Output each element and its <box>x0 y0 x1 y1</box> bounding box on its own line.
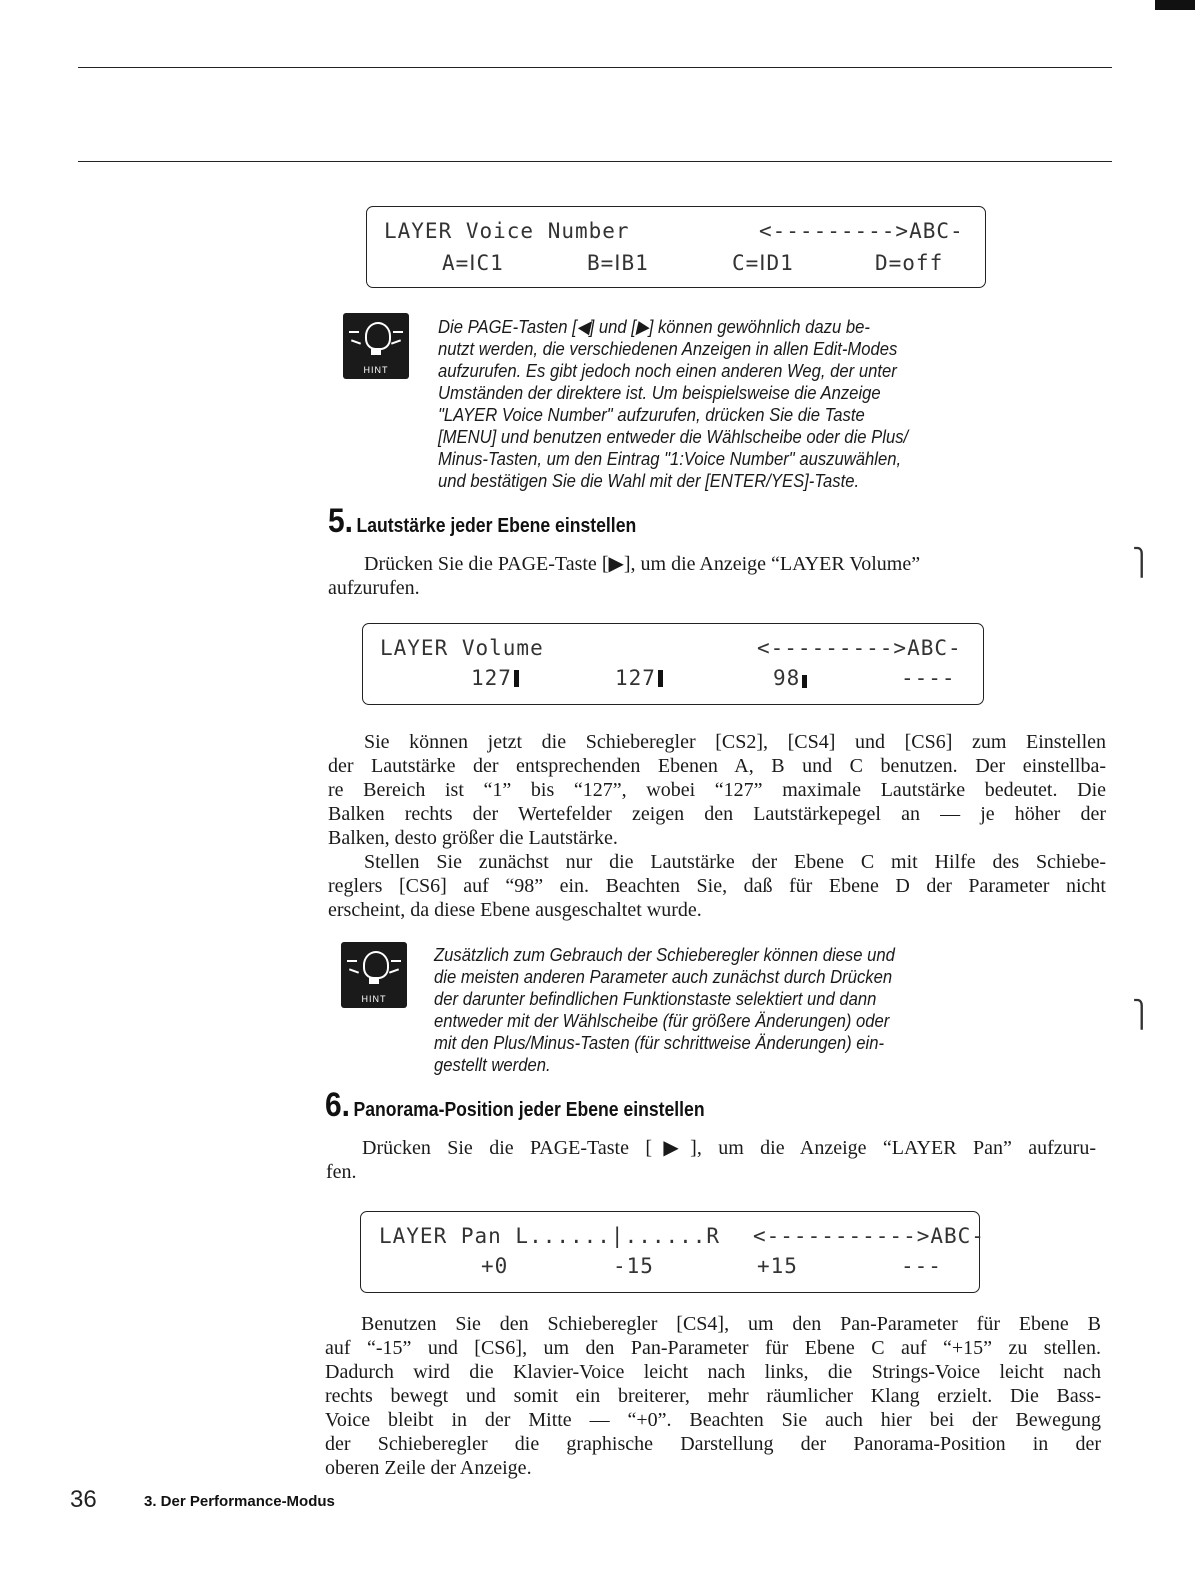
lcd-volume-c: 98 <box>773 666 807 690</box>
margin-mark: ⎫ <box>1132 1000 1152 1030</box>
page-number: 36 <box>70 1486 97 1513</box>
lcd-layer-volume <box>362 623 984 705</box>
volume-bar-icon <box>514 670 519 687</box>
lcd-page-indicator: <--------->ABC- <box>757 636 962 660</box>
lightbulb-icon <box>363 951 389 979</box>
lcd-layer-pan <box>360 1211 985 1293</box>
lcd-volume-b: 127 <box>615 666 663 690</box>
chapter-title: 3. Der Performance-Modus <box>144 1493 335 1510</box>
lcd-pan-b: -15 <box>613 1254 654 1278</box>
hint-icon <box>341 942 407 1008</box>
lcd-page-indicator: <----------->ABC- <box>753 1224 985 1248</box>
lcd-pan-d: --- <box>901 1254 942 1278</box>
lcd-title: LAYER Volume <box>380 636 544 660</box>
section-6-intro: Drücken Sie die PAGE-Taste [▶], um die Anzeige “LAYER Pan” aufzuru- fen. <box>326 1137 1096 1183</box>
lcd-layer-voice-number <box>366 206 986 288</box>
lcd-volume-d: ---- <box>901 666 956 690</box>
lcd-title: LAYER Pan L......|......R <box>379 1224 721 1248</box>
lcd-pan-c: +15 <box>757 1254 798 1278</box>
hint-text-page-keys: Die PAGE-Tasten [◀] und [▶] können gewöhnlich dazu be- nutzt werden, die verschiedenen Anzeigen in allen Edit-Modes aufzurufen. Es gibt jedoch noch einen anderen Weg, der unter Umständen der direktere ist. Um beispielsweise die Anzeige "LAYER Voice Number" aufzurufen, drücken Sie die Taste [MENU] und benutzen entweder die Wählscheibe oder die Plus/ Minus-Tasten, um den Eintrag "1:Voice Number" auszuwählen, und bestätigen Sie die Wahl mit der [ENTER/YES]-Taste. <box>438 316 909 491</box>
lcd-volume-a: 127 <box>471 666 519 690</box>
lcd-pan-a: +0 <box>481 1254 509 1278</box>
lcd-layer-d-voice: D=off <box>875 251 944 275</box>
section-5-body: Sie können jetzt die Schieberegler [CS2], [CS4] und [CS6] zum Einstellen der Lautstärke der entsprechenden Ebenen A, B und C benutzen. Der einstellba- re Bereich ist “1” bis “127”, wobei “127” maximale Lautstärke bedeutet. Die Balken rechts der Wertefelder zeigen den Lautstärkepegel an — je höher der Balken, desto größer die Lautstärke. Stellen Sie zunächst nur die Lautstärke der Ebene C mit Hilfe des Schiebe- reglers [CS6] auf “98” ein. Beachten Sie, daß für Ebene D der Parameter nicht erscheint, da diese Ebene ausgeschaltet wurde. <box>328 731 1106 921</box>
lcd-page-indicator: <--------->ABC- <box>759 219 964 243</box>
lightbulb-icon <box>365 322 391 350</box>
hint-label: HINT <box>361 994 387 1004</box>
margin-mark: ⎫ <box>1132 548 1152 578</box>
section-heading-5: 5. Lautstärke jeder Ebene einstellen <box>328 502 637 540</box>
section-heading-6: 6. Panorama-Position jeder Ebene einstellen <box>325 1086 705 1124</box>
hint-label: HINT <box>363 365 389 375</box>
lcd-layer-a-voice: A=ⅠC1 <box>442 251 504 275</box>
top-rule-1 <box>78 67 1112 68</box>
corner-mark <box>1155 0 1195 10</box>
volume-bar-icon <box>802 675 807 688</box>
lcd-layer-c-voice: C=ⅠD1 <box>732 251 794 275</box>
top-rule-2 <box>78 161 1112 162</box>
volume-bar-icon <box>658 670 663 687</box>
section-6-body: Benutzen Sie den Schieberegler [CS4], um den Pan-Parameter für Ebene B auf “-15” und [CS6], um den Pan-Parameter für Ebene C auf “+15” zu stellen. Dadurch wird die Klavier-Voice leicht nach links, die Strings-Voice leicht nach rechts bewegt und somit ein breiterer, mehr räumlicher Klang erzielt. Die Bass- Voice bleibt in der Mitte — “+0”. Beachten Sie auch hier bei der Bewegung der Schieberegler die graphische Darstellung der Panorama-Position in der oberen Zeile der Anzeige. <box>325 1313 1101 1479</box>
section-5-intro: Drücken Sie die PAGE-Taste [▶], um die Anzeige “LAYER Volume” aufzurufen. <box>328 553 921 599</box>
lcd-layer-b-voice: B=ⅠB1 <box>587 251 649 275</box>
lcd-title: LAYER Voice Number <box>384 219 630 243</box>
hint-icon <box>343 313 409 379</box>
hint-text-sliders: Zusätzlich zum Gebrauch der Schieberegler können diese und die meisten anderen Parameter auch zunächst durch Drücken der darunter befindlichen Funktionstaste selektiert und dann entweder mit der Wählscheibe (für größere Änderungen) oder mit den Plus/Minus-Tasten (für schrittweise Änderungen) ein- gestellt werden. <box>434 944 895 1075</box>
